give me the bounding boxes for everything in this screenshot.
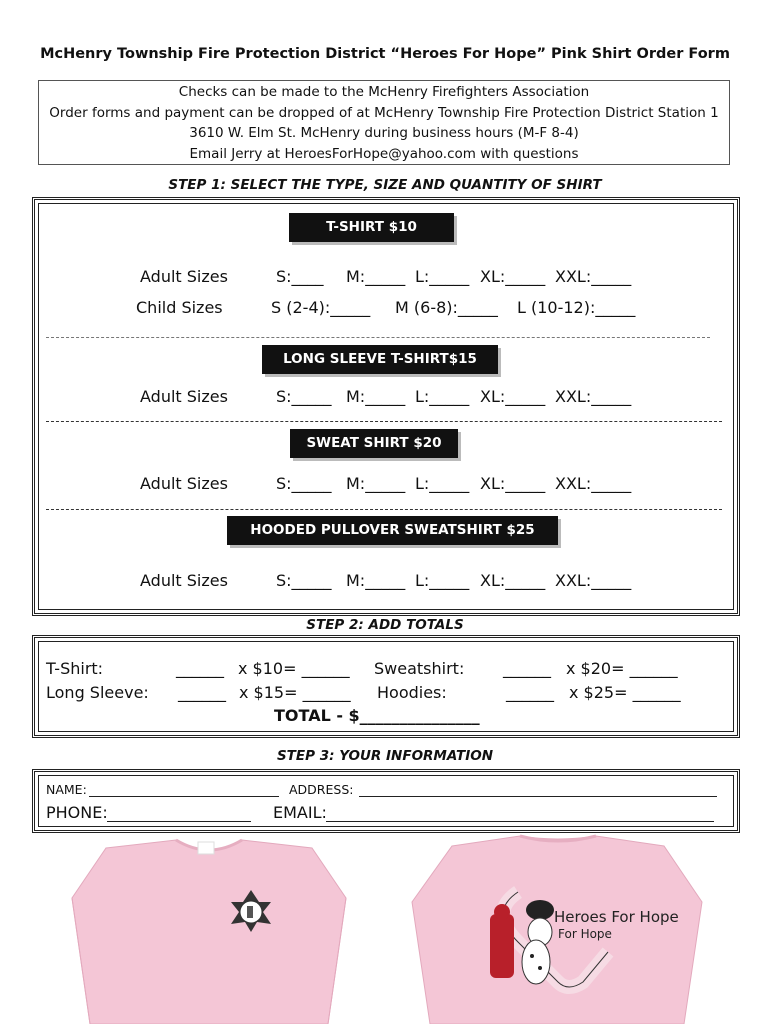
totals-tshirt-label: T-Shirt:	[46, 659, 104, 678]
name-field[interactable]	[89, 796, 279, 797]
info-line: Checks can be made to the McHenry Firefighters Association	[178, 84, 590, 100]
info-line: 3610 W. Elm St. McHenry during business hours (M-F 8-4)	[189, 125, 579, 141]
longsleeve-adult-label: Adult Sizes	[140, 387, 228, 406]
logo-text: Heroes For Hope	[554, 908, 679, 926]
totals-sweat-label: Sweatshirt:	[374, 659, 465, 678]
info-line: Order forms and payment can be dropped of at McHenry Township Fire Protection District Station 1	[49, 104, 719, 121]
tshirt-child-m[interactable]: M (6-8):_____	[395, 298, 498, 317]
sweatshirt-size-xxl[interactable]: XXL:_____	[555, 474, 632, 493]
totals-tshirt-qty[interactable]: ______	[176, 659, 224, 678]
tshirt-size-l[interactable]: L:_____	[415, 267, 470, 286]
totals-sweat-price[interactable]: x $20= ______	[566, 659, 678, 678]
email-field[interactable]	[326, 821, 714, 822]
totals-total[interactable]: TOTAL - $_______________	[274, 706, 480, 725]
sweatshirt-size-m[interactable]: M:_____	[346, 474, 406, 493]
totals-tshirt-price[interactable]: x $10= ______	[238, 659, 350, 678]
page-title: McHenry Township Fire Protection District “Heroes For Hope” Pink Shirt Order Form	[40, 46, 730, 62]
hooded-size-s[interactable]: S:_____	[276, 571, 332, 590]
step1-frame	[32, 197, 740, 616]
totals-long-label: Long Sleeve:	[46, 683, 149, 702]
tshirt-size-s[interactable]: S:____	[276, 267, 324, 286]
longsleeve-size-xl[interactable]: XL:_____	[480, 387, 546, 406]
sweatshirt-adult-label: Adult Sizes	[140, 474, 228, 493]
info-line: Email Jerry at HeroesForHope@yahoo.com with questions	[189, 145, 579, 162]
longsleeve-size-xxl[interactable]: XXL:_____	[555, 387, 632, 406]
sweatshirt-size-s[interactable]: S:_____	[276, 474, 332, 493]
address-label: ADDRESS:	[289, 782, 354, 797]
longsleeve-size-l[interactable]: L:_____	[415, 387, 470, 406]
step3-heading: STEP 3: YOUR INFORMATION	[276, 748, 494, 764]
hooded-size-xxl[interactable]: XXL:_____	[555, 571, 632, 590]
name-label: NAME:	[46, 782, 87, 797]
tshirt-child-l[interactable]: L (10-12):_____	[517, 298, 636, 317]
phone-label: PHONE:	[46, 803, 108, 822]
shirt-front-image	[66, 838, 352, 1024]
step2-heading: STEP 2: ADD TOTALS	[306, 617, 464, 633]
totals-hood-qty[interactable]: ______	[506, 683, 554, 702]
hooded-banner: HOODED PULLOVER SWEATSHIRT $25	[227, 516, 558, 545]
tshirt-size-xl[interactable]: XL:_____	[480, 267, 546, 286]
totals-hood-label: Hoodies:	[377, 683, 447, 702]
tshirt-banner: T-SHIRT $10	[289, 213, 454, 242]
longsleeve-size-s[interactable]: S:_____	[276, 387, 332, 406]
phone-field[interactable]	[107, 821, 251, 822]
tshirt-adult-label: Adult Sizes	[140, 267, 228, 286]
step3-frame	[32, 769, 740, 833]
totals-sweat-qty[interactable]: ______	[503, 659, 551, 678]
divider	[46, 509, 722, 510]
address-field[interactable]	[359, 796, 717, 797]
totals-long-qty[interactable]: ______	[178, 683, 226, 702]
tshirt-child-label: Child Sizes	[136, 298, 223, 317]
divider	[46, 337, 710, 338]
step1-heading: STEP 1: SELECT THE TYPE, SIZE AND QUANTITY OF SHIRT	[168, 177, 602, 193]
hooded-size-xl[interactable]: XL:_____	[480, 571, 546, 590]
svg-text:For Hope: For Hope	[558, 927, 612, 941]
hooded-size-l[interactable]: L:_____	[415, 571, 470, 590]
longsleeve-size-m[interactable]: M:_____	[346, 387, 406, 406]
totals-long-price[interactable]: x $15= ______	[239, 683, 351, 702]
hooded-adult-label: Adult Sizes	[140, 571, 228, 590]
shirt-back-image	[408, 832, 708, 1024]
totals-hood-price[interactable]: x $25= ______	[569, 683, 681, 702]
sweatshirt-banner: SWEAT SHIRT $20	[290, 429, 458, 458]
tshirt-size-xxl[interactable]: XXL:_____	[555, 267, 632, 286]
divider	[46, 421, 722, 422]
sweatshirt-size-xl[interactable]: XL:_____	[480, 474, 546, 493]
tshirt-size-m[interactable]: M:_____	[346, 267, 406, 286]
tshirt-child-s[interactable]: S (2-4):_____	[271, 298, 371, 317]
hooded-size-m[interactable]: M:_____	[346, 571, 406, 590]
longsleeve-banner: LONG SLEEVE T-SHIRT$15	[262, 345, 498, 374]
sweatshirt-size-l[interactable]: L:_____	[415, 474, 470, 493]
info-box	[38, 80, 730, 165]
email-label: EMAIL:	[273, 803, 327, 822]
